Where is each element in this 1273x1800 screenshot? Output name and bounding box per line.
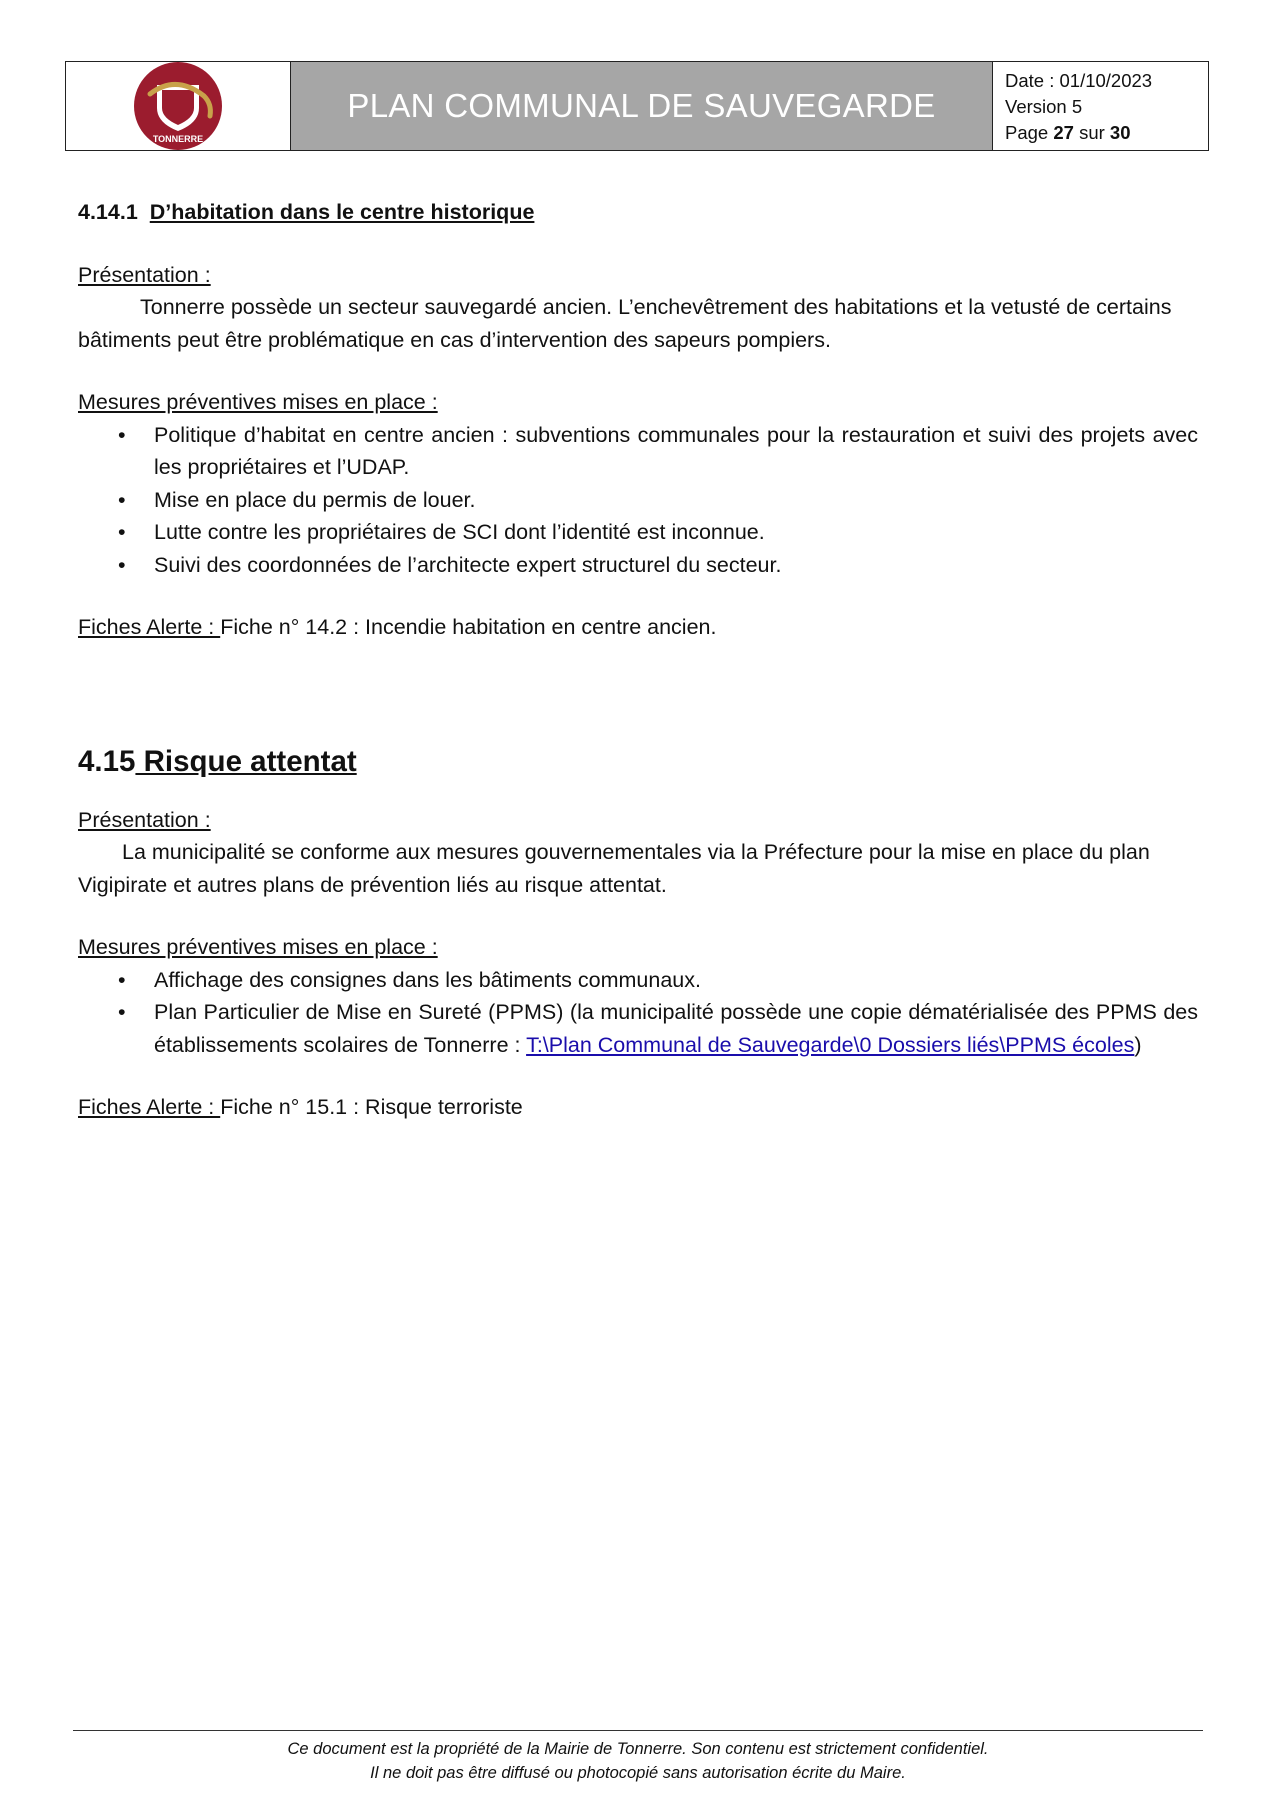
list-item: • Lutte contre les propriétaires de SCI dont l’identité est inconnue.: [118, 520, 765, 544]
footer: [73, 1737, 1203, 1785]
mesures-label: Mesures préventives mises en place :: [78, 935, 438, 959]
list-item: • Politique d’habitat en centre ancien : subventions communales pour la restauration et suivi des projets avec les propriétaires et l’UDAP.: [118, 422, 1198, 479]
footer-divider: [73, 1730, 1203, 1731]
page-label: Page 27 sur 30: [1005, 122, 1131, 143]
fiches-alerte: Fiches Alerte : Fiche n° 14.2 : Incendie habitation en centre ancien.: [78, 615, 717, 639]
footer-line-2: Il ne doit pas être diffusé ou photocopié sans autorisation écrite du Maire.: [370, 1764, 906, 1782]
document-body: [78, 196, 1198, 1124]
presentation-label: Présentation :: [78, 262, 211, 287]
mesures-list: [78, 419, 1198, 582]
title-cell: [291, 62, 993, 150]
heading-4-14-1: 4.14.1 D’habitation dans le centre historique: [78, 200, 535, 224]
tonnerre-logo: [132, 60, 224, 152]
logo-cell: [66, 62, 291, 150]
list-item: • Suivi des coordonnées de l’architecte expert structurel du secteur.: [118, 552, 782, 577]
presentation-text: La municipalité se conforme aux mesures gouvernementales via la Préfecture pour la mise en place du plan Vigipirate et autres plans de prévention liés au risque attentat.: [78, 840, 1150, 897]
mesures-label: Mesures préventives mises en place :: [78, 390, 438, 414]
mesures-list: [78, 964, 1198, 1062]
presentation-text: Tonnerre possède un secteur sauvegardé ancien. L’enchevêtrement des habitations et la vetusté de certains bâtiments peut être problématique en cas d’intervention des sapeurs pompiers.: [78, 295, 1172, 352]
heading-4-15: 4.15 Risque attentat: [78, 744, 357, 778]
document-title: PLAN COMMUNAL DE SAUVEGARDE: [347, 87, 936, 124]
document-header: [65, 61, 1209, 151]
version-label: Version 5: [1005, 96, 1083, 117]
meta-cell: [993, 62, 1208, 150]
svg-text:TONNERRE: TONNERRE: [152, 134, 204, 144]
list-item: • Plan Particulier de Mise en Sureté (PPMS) (la municipalité possède une copie dématérialisée des PPMS des établissements scolaires de Tonnerre : T:\Plan Communal de Sauvegarde\0 Dossiers liés\PPMS écoles): [118, 1000, 1198, 1057]
date-label: Date : 01/10/2023: [1005, 70, 1153, 91]
list-item: • Mise en place du permis de louer.: [118, 487, 476, 512]
ppms-folder-link[interactable]: T:\Plan Communal de Sauvegarde\0 Dossiers liés\PPMS écoles: [526, 1032, 1135, 1057]
fiches-alerte: Fiches Alerte : Fiche n° 15.1 : Risque terroriste: [78, 1095, 523, 1119]
footer-line-1: Ce document est la propriété de la Mairie de Tonnerre. Son contenu est strictement confidentiel.: [287, 1740, 989, 1758]
list-item: • Affichage des consignes dans les bâtiments communaux.: [118, 967, 701, 992]
presentation-label: Présentation :: [78, 807, 211, 832]
